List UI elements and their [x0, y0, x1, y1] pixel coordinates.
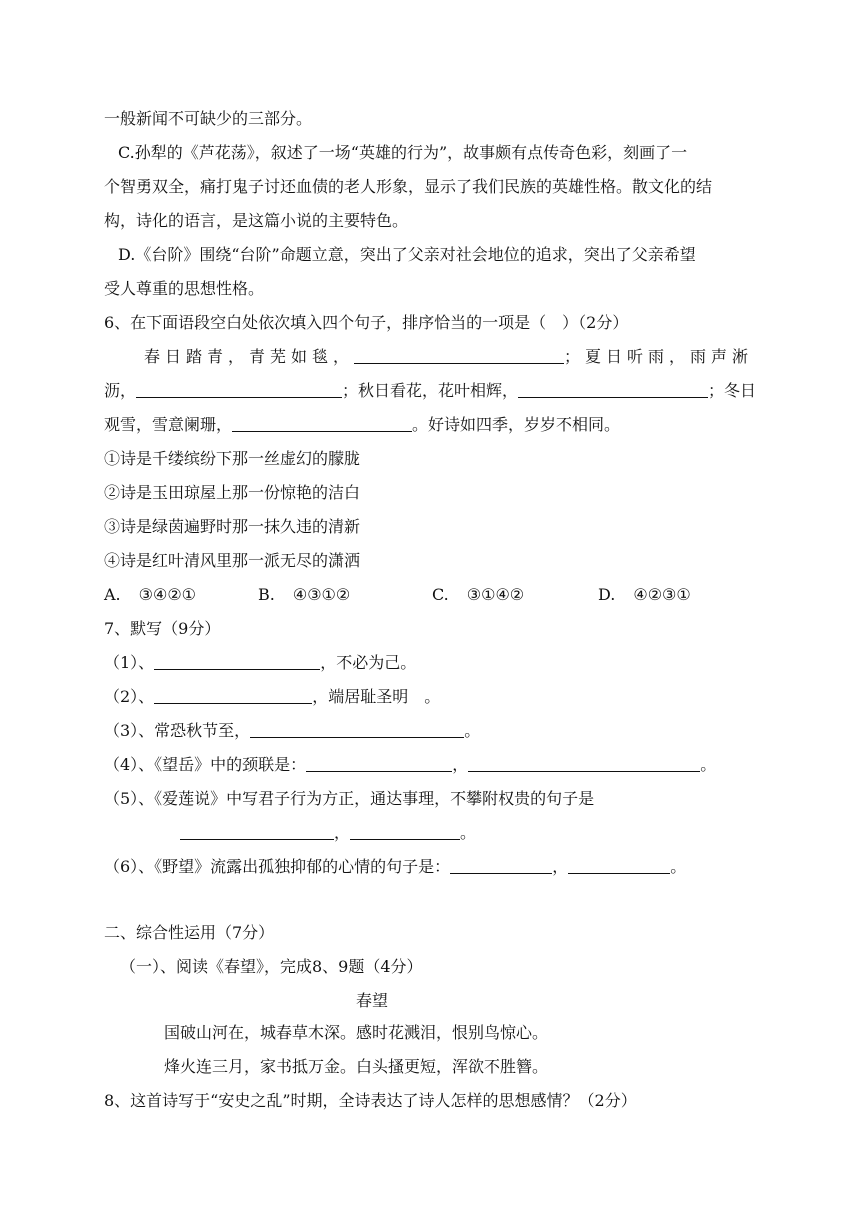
q7-item-3-prefix: （3）、常恐秋节至， [104, 721, 251, 740]
q5-option-c-line-2 [104, 176, 712, 198]
section-2-subheading [120, 956, 423, 978]
q7-item-3 [104, 720, 480, 742]
q6-item-1-text: ①诗是千缕缤纷下那一丝虚幻的朦胧 [104, 449, 361, 468]
q6-paragraph-line-1 [144, 346, 753, 368]
q6-choice-c-letter: C. [432, 585, 449, 604]
q5-option-c-text-3: 构，诗化的语言，是这篇小说的主要特色。 [104, 211, 409, 230]
q8-stem [104, 1090, 637, 1112]
q6-blank-1[interactable] [354, 347, 564, 364]
q7-blank-4b[interactable] [468, 755, 700, 772]
q6-choice-b-letter: B. [258, 585, 275, 604]
q6-blank-3[interactable] [518, 381, 708, 398]
q6-item-3-text: ③诗是绿茵遍野时那一抹久违的清新 [104, 517, 361, 536]
q7-blank-4a[interactable] [306, 755, 452, 772]
q6-choice-d[interactable] [598, 584, 691, 606]
q6-choice-a-letter: A. [104, 585, 121, 604]
q5-option-c-text-2: 个智勇双全，痛打鬼子讨还血债的老人形象，显示了我们民族的英雄性格。散文化的结 [104, 177, 713, 196]
q5-option-c-line-3 [104, 210, 408, 232]
poem-line-2 [164, 1056, 548, 1078]
q6-choice-c[interactable] [432, 584, 524, 606]
section-2-heading [104, 922, 274, 944]
q7-blank-2[interactable] [154, 687, 312, 704]
poem-title-text: 春望 [356, 991, 389, 1010]
poem-line-1-text: 国破山河在，城春草木深。感时花溅泪，恨别鸟惊心。 [164, 1023, 549, 1042]
q8-stem-text: 8、这首诗写于“安史之乱”时期，全诗表达了诗人怎样的思想感情？（2分） [104, 1091, 637, 1110]
q6-paragraph-line-2 [104, 380, 756, 402]
q6-para-segment-g: 。好诗如四季，岁岁不相同。 [412, 415, 621, 434]
poem-title [356, 990, 388, 1012]
q6-para-segment-c: 沥， [104, 381, 137, 400]
q6-choice-a-text: ③④②① [138, 585, 197, 604]
q6-para-segment-b: ；夏日听雨，雨声淅 [564, 347, 754, 366]
q5-option-d-text-2: 受人尊重的思想性格。 [104, 279, 265, 298]
q7-item-2-tail: ，端居耻圣明 。 [312, 687, 441, 706]
q6-para-segment-e: ；冬日 [708, 381, 757, 400]
q6-choice-b[interactable] [258, 584, 350, 606]
section-2-subheading-text: （一）、阅读《春望》，完成8、9题（4分） [120, 957, 423, 976]
poem-line-2-text: 烽火连三月，家书抵万金。白头搔更短，浑欲不胜簪。 [164, 1057, 549, 1076]
q7-blank-1[interactable] [154, 653, 320, 670]
q5-option-d-line-1 [118, 244, 696, 266]
q6-choice-d-text: ④②③① [633, 585, 691, 604]
q7-item-6-comma: ， [552, 857, 569, 876]
q6-choice-d-letter: D. [598, 585, 616, 604]
q7-item-2 [104, 686, 440, 708]
q5-option-c-line-1 [118, 142, 687, 164]
q7-item-2-number: （2）、 [104, 687, 155, 706]
q7-item-5-text: （5）、《爱莲说》中写君子行为方正，通达事理，不攀附权贵的句子是 [104, 789, 595, 808]
q7-item-6-prefix: （6）、《野望》流露出孤独抑郁的心情的句子是： [104, 857, 451, 876]
q6-paragraph-line-3 [104, 414, 620, 436]
q7-item-5-answer [180, 822, 476, 844]
q7-item-6 [104, 856, 686, 878]
q7-item-4 [104, 754, 716, 776]
q7-item-4-prefix: （4）、《望岳》中的颈联是： [104, 755, 307, 774]
q6-stem [104, 312, 628, 334]
q5-option-d-line-2 [104, 278, 264, 300]
q7-blank-5a[interactable] [180, 823, 334, 840]
q6-item-4-text: ④诗是红叶清风里那一派无尽的潇洒 [104, 551, 361, 570]
q7-item-1-tail: ，不必为己。 [320, 653, 417, 672]
q7-blank-5b[interactable] [350, 823, 460, 840]
q6-para-segment-f: 观雪，雪意阑珊， [104, 415, 233, 434]
q5-option-c-text-1: C.孙犁的《芦花荡》，叙述了一场“英雄的行为”，故事颇有点传奇色彩，刻画了一 [118, 143, 688, 162]
q6-choice-b-text: ④③①② [292, 585, 351, 604]
q7-item-4-tail: 。 [700, 755, 717, 774]
q7-item-1 [104, 652, 416, 674]
q6-blank-4[interactable] [232, 415, 412, 432]
q7-item-5-comma: ， [334, 823, 351, 842]
q6-choice-a[interactable] [104, 584, 196, 606]
q6-item-2-text: ②诗是玉田琼屋上那一份惊艳的洁白 [104, 483, 361, 502]
q7-item-3-tail: 。 [464, 721, 481, 740]
q7-item-5 [104, 788, 594, 810]
q6-item-2 [104, 482, 360, 504]
q6-item-4 [104, 550, 360, 572]
q7-stem [104, 618, 220, 640]
q6-item-1 [104, 448, 360, 470]
q7-item-6-tail: 。 [670, 857, 687, 876]
section-2-heading-text: 二、综合性运用（7分） [104, 923, 275, 942]
q7-blank-6b[interactable] [568, 857, 670, 874]
q7-blank-6a[interactable] [450, 857, 552, 874]
q7-stem-text: 7、默写（9分） [104, 619, 221, 638]
q7-item-4-comma: ， [452, 755, 469, 774]
q6-para-segment-a: 春日踏青，青芜如毯， [144, 347, 355, 366]
poem-line-1 [164, 1022, 548, 1044]
q6-blank-2[interactable] [136, 381, 342, 398]
q7-item-5-tail: 。 [460, 823, 477, 842]
q5-option-d-text-1: D.《台阶》围绕“台阶”命题立意，突出了父亲对社会地位的追求，突出了父亲希望 [118, 245, 696, 264]
q6-para-segment-d: ；秋日看花，花叶相辉， [342, 381, 519, 400]
intro-tail-line [104, 108, 312, 130]
q6-choice-c-text: ③①④② [466, 585, 525, 604]
q7-item-1-number: （1）、 [104, 653, 155, 672]
q7-blank-3[interactable] [250, 721, 464, 738]
q6-item-3 [104, 516, 360, 538]
intro-tail-text: 一般新闻不可缺少的三部分。 [104, 109, 313, 128]
q6-stem-text: 6、在下面语段空白处依次填入四个句子，排序恰当的一项是（ ）（2分） [104, 313, 629, 332]
